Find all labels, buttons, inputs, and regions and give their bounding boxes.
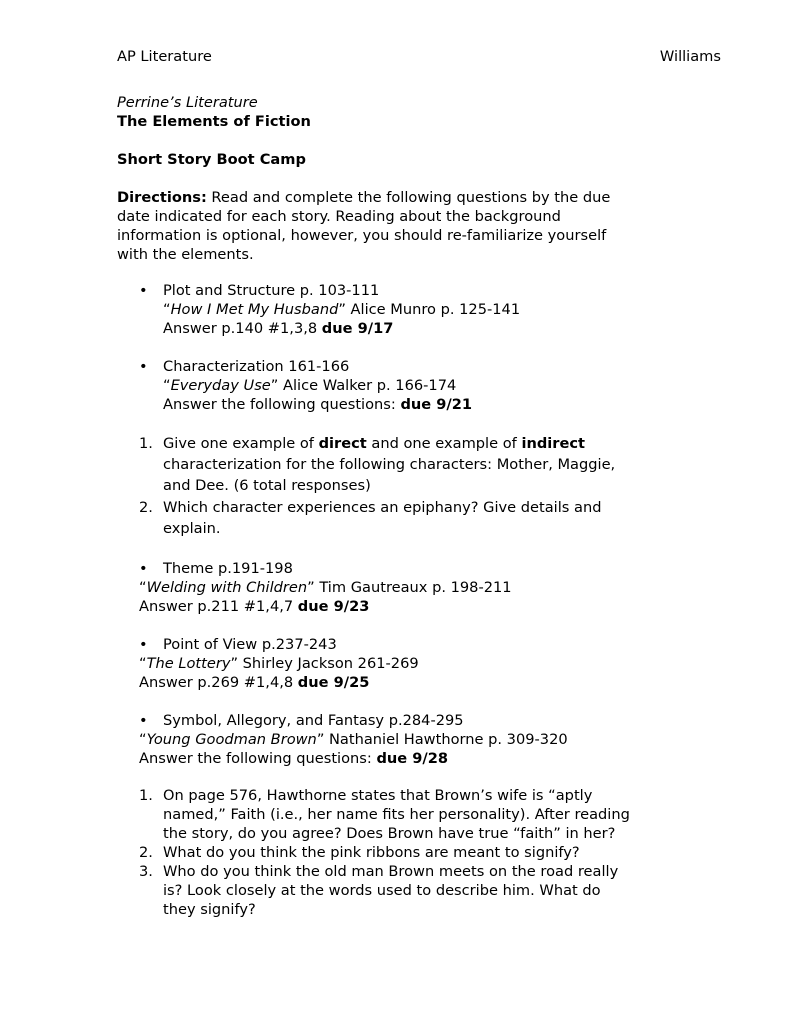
characterization-question-1-line-2: characterization for the following characters: Mother, Maggie, (163, 456, 616, 473)
header-teacher: Williams (659, 48, 721, 65)
section-symbol-answer: Answer the following questions: due 9/28 (139, 750, 449, 767)
section-pov-story: “The Lottery” Shirley Jackson 261-269 (139, 655, 419, 672)
section-characterization-topic: Characterization 161-166 (163, 358, 350, 375)
symbol-question-1-line-1: On page 576, Hawthorne states that Brown’s wife is “aptly (163, 787, 593, 804)
due-date: due 9/21 (400, 396, 473, 413)
due-date: due 9/23 (297, 598, 370, 615)
symbol-question-3-line-3: they signify? (163, 901, 256, 918)
bullet-icon: • (139, 358, 148, 375)
section-plot-story: “How I Met My Husband” Alice Munro p. 125-141 (163, 301, 521, 318)
symbol-question-3-line-1: Who do you think the old man Brown meets on the road really (163, 863, 619, 880)
characterization-question-1-line-3: and Dee. (6 total responses) (163, 477, 371, 494)
directions-line-4: with the elements. (117, 246, 254, 263)
section-plot-answer: Answer p.140 #1,3,8 due 9/17 (163, 320, 394, 337)
section-theme-topic: Theme p.191-198 (163, 560, 293, 577)
symbol-question-1-line-3: the story, do you agree? Does Brown have true “faith” in her? (163, 825, 616, 842)
unit-title: Short Story Boot Camp (117, 151, 306, 168)
story-title: Welding with Children (146, 579, 308, 596)
section-plot-topic: Plot and Structure p. 103-111 (163, 282, 380, 299)
bullet-icon: • (139, 560, 148, 577)
story-title: The Lottery (146, 655, 231, 672)
question-number: 2. (139, 499, 153, 516)
due-date: due 9/17 (321, 320, 394, 337)
story-title: Everyday Use (170, 377, 271, 394)
directions-line-2: date indicated for each story. Reading about the background (117, 208, 561, 225)
question-number: 1. (139, 435, 153, 452)
question-number: 1. (139, 787, 153, 804)
book-title: Perrine’s Literature (117, 94, 258, 111)
section-characterization-answer: Answer the following questions: due 9/21 (163, 396, 473, 413)
header-course: AP Literature (117, 48, 212, 65)
question-number: 3. (139, 863, 153, 880)
section-symbol-story: “Young Goodman Brown” Nathaniel Hawthorne p. 309-320 (139, 731, 568, 748)
directions-line-1: Directions: Read and complete the following questions by the due (117, 189, 611, 206)
symbol-question-1-line-2: named,” Faith (i.e., her name fits her personality). After reading (163, 806, 630, 823)
characterization-question-2-line-2: explain. (163, 520, 221, 537)
bullet-icon: • (139, 636, 148, 653)
due-date: due 9/28 (376, 750, 449, 767)
directions-label: Directions: (117, 189, 207, 206)
characterization-question-2-line-1: Which character experiences an epiphany? Give details and (163, 499, 602, 516)
story-title: How I Met My Husband (170, 301, 339, 318)
directions-line-3: information is optional, however, you should re-familiarize yourself (117, 227, 607, 244)
section-symbol-topic: Symbol, Allegory, and Fantasy p.284-295 (163, 712, 464, 729)
story-title: Young Goodman Brown (146, 731, 317, 748)
section-pov-answer: Answer p.269 #1,4,8 due 9/25 (139, 674, 370, 691)
due-date: due 9/25 (297, 674, 370, 691)
bullet-icon: • (139, 712, 148, 729)
document-subtitle: The Elements of Fiction (117, 113, 311, 130)
characterization-question-1-line-1: Give one example of direct and one example of indirect (163, 435, 586, 452)
section-theme-answer: Answer p.211 #1,4,7 due 9/23 (139, 598, 370, 615)
section-theme-story: “Welding with Children” Tim Gautreaux p. 198-211 (139, 579, 512, 596)
question-number: 2. (139, 844, 153, 861)
section-characterization-story: “Everyday Use” Alice Walker p. 166-174 (163, 377, 457, 394)
section-pov-topic: Point of View p.237-243 (163, 636, 337, 653)
bullet-icon: • (139, 282, 148, 299)
symbol-question-3-line-2: is? Look closely at the words used to describe him. What do (163, 882, 601, 899)
symbol-question-2-line-1: What do you think the pink ribbons are meant to signify? (163, 844, 580, 861)
